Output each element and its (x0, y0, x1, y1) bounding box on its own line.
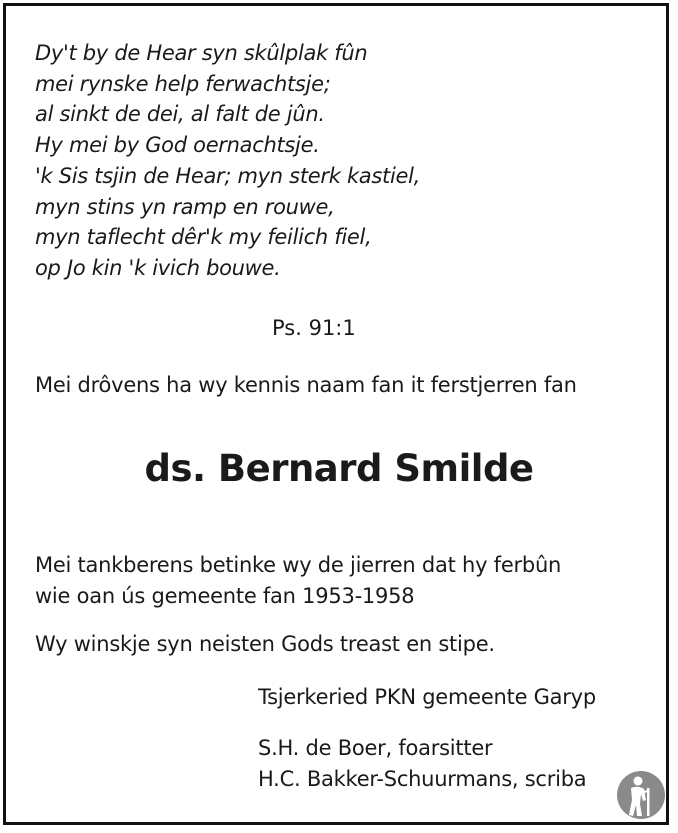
poem (35, 38, 420, 284)
gratitude-line: Mei tankberens betinke wy de jierren dat hy ferbûn (35, 553, 562, 577)
poem-line: mei rynske help ferwachtsje; (35, 71, 331, 96)
sender-text: Tsjerkeried PKN gemeente Garyp (258, 685, 596, 709)
poem-line: op Jo kin 'k ivich bouwe. (35, 255, 281, 280)
announcement-text: Mei drôvens ha wy kennis naam fan it ferstjerren fan (35, 373, 577, 397)
memorial-figure-icon (616, 770, 666, 820)
poem-line: al sinkt de dei, al falt de jûn. (35, 102, 325, 127)
gratitude-line: wie oan ús gemeente fan 1953-1958 (35, 584, 415, 608)
psalm-reference: Ps. 91:1 (272, 316, 356, 340)
signatory-line: S.H. de Boer, foarsitter (258, 736, 493, 760)
signatory-line: H.C. Bakker-Schuurmans, scriba (258, 767, 587, 791)
poem-line: myn stins yn ramp en rouwe, (35, 194, 335, 219)
poem-line: Hy mei by God oernachtsje. (35, 133, 320, 158)
poem-line: Dy't by de Hear syn skûlplak fûn (35, 41, 368, 65)
poem-line: 'k Sis tsjin de Hear; myn sterk kastiel, (35, 163, 421, 188)
poem-line: myn taflecht dêr'k my feilich fiel, (35, 225, 372, 250)
wish-text: Wy winskje syn neisten Gods treast en stipe. (35, 632, 495, 656)
deceased-name: ds. Bernard Smilde (144, 447, 534, 490)
